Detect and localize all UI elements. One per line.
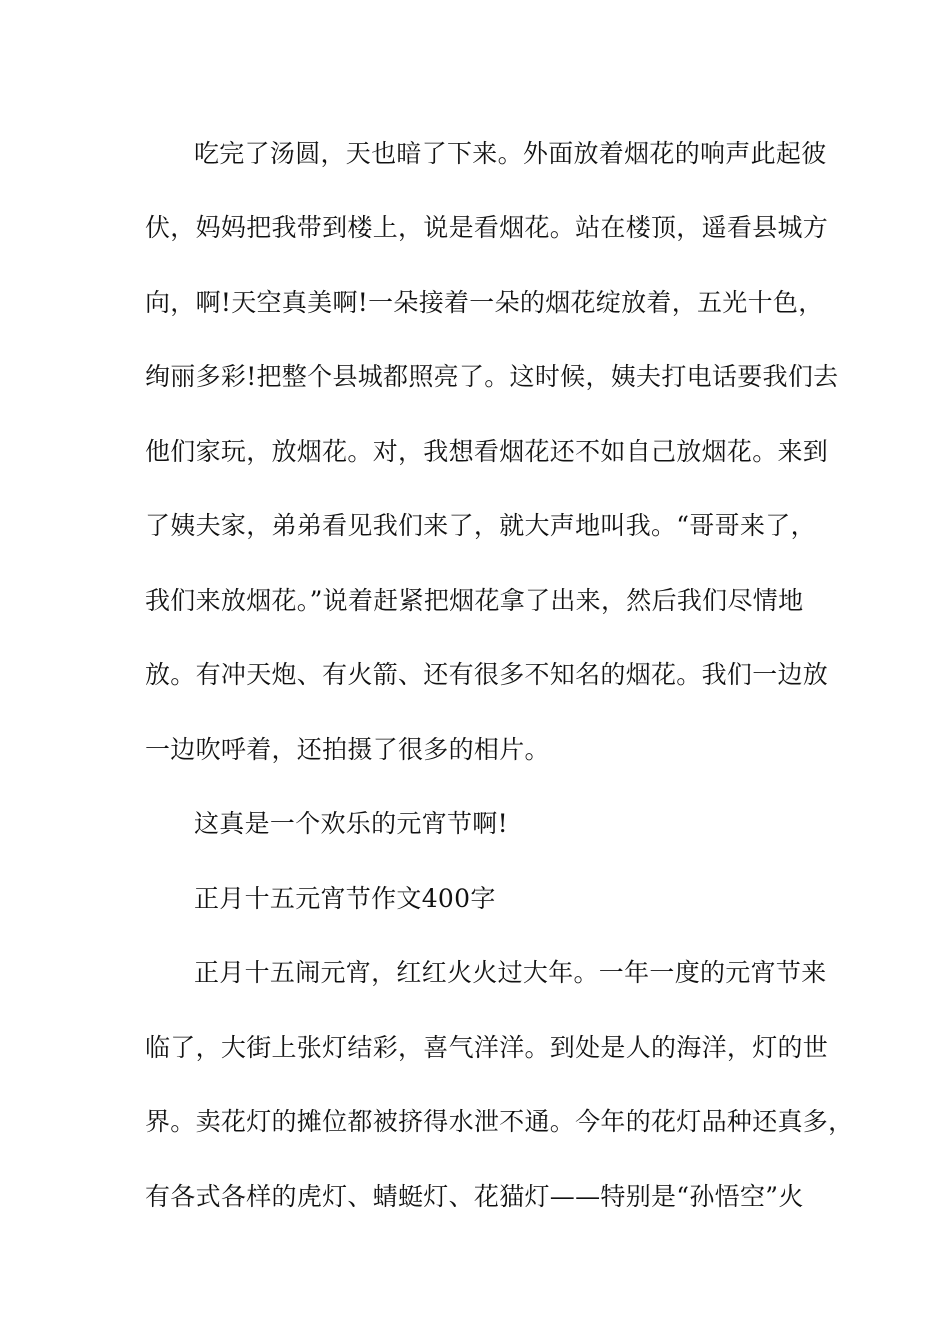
text-line: 向，啊!天空真美啊!一朵接着一朵的烟花绽放着，五光十色， — [145, 288, 824, 317]
text-line: 放。有冲天炮、有火箭、还有很多不知名的烟花。我们一边放 — [145, 660, 829, 689]
text-line: 了姨夫家，弟弟看见我们来了，就大声地叫我。“哥哥来了， — [145, 511, 816, 540]
text-line: 有各式各样的虎灯、蜻蜓灯、花猫灯——特别是“孙悟空”火 — [145, 1182, 804, 1211]
text-line: 他们家玩，放烟花。对，我想看烟花还不如自己放烟花。来到 — [145, 437, 829, 466]
text-line: 吃完了汤圆，天也暗了下来。外面放着烟花的响声此起彼 — [194, 139, 827, 168]
text-line: 临了，大街上张灯结彩，喜气洋洋。到处是人的海洋，灯的世 — [145, 1033, 829, 1062]
text-line: 绚丽多彩!把整个县城都照亮了。这时候，姨夫打电话要我们去 — [145, 362, 839, 391]
text-line: 界。卖花灯的摊位都被挤得水泄不通。今年的花灯品种还真多， — [145, 1107, 854, 1136]
text-line: 伏，妈妈把我带到楼上，说是看烟花。站在楼顶，遥看县城方 — [145, 213, 829, 242]
section-heading: 正月十五元宵节作文400字 — [194, 884, 496, 913]
text-line: 这真是一个欢乐的元宵节啊! — [194, 809, 508, 838]
text-line: 正月十五闹元宵，红红火火过大年。一年一度的元宵节来 — [194, 958, 827, 987]
text-line: 我们来放烟花。”说着赶紧把烟花拿了出来，然后我们尽情地 — [145, 586, 804, 615]
text-line: 一边吹呼着，还拍摄了很多的相片。 — [145, 735, 550, 764]
